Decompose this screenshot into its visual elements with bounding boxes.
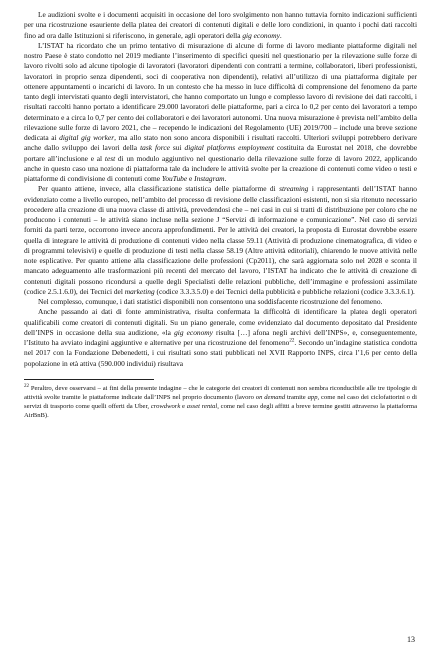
italic-term: gig economy [174,327,213,337]
text-run: , ma allo stato non sono ancora disponibili i risultati raccolti. Ulteriori sviluppi potrebbero derivare anche dallo sviluppo dei lavori della [24,133,417,153]
italic-term: Instagram [194,174,225,183]
paragraph [24,41,417,185]
text-run: , come nel caso dei ciclofattorini o di servizi di trasporto come quelli offerti da Uber, [24,393,417,410]
page-number: 13 [407,635,415,644]
text-run: e [180,402,187,410]
text-run: Per quanto attiene, invece, alla classificazione statistica delle piattaforme di [38,184,280,194]
text-run: Peraltro, deve osservarsi – ai fini della presente indagine – che le categorie dei creatori di contenuti non sembra riconducibile alle tre tipologie di attività svolte tramite le piattaforme indicate dall’INPS nel proprio documento (lavoro [24,384,417,401]
italic-term: streaming [279,184,309,194]
text-run: Le audizioni svolte e i documenti acquisiti in occasione del loro svolgimento non hanno tuttavia fornito indicazioni sufficienti per una ricostruzione esauriente della platea dei creatori di contenuti digitali e delle loro condizioni, in quanto i pochi dati raccolti fino ad ora dalle Istituzioni si riferiscono, in generale, agli operatori della [24,10,417,40]
text-run: . [224,174,227,183]
italic-term: gig economy [242,30,280,40]
italic-term: digital platforms employment [184,143,274,153]
text-run: costituita da Eurostat nel 2018, che dovrebbe portare all’inclusione e al [24,143,417,163]
paragraph [24,307,417,369]
text-run: sui [169,143,185,153]
footnote-separator [24,379,154,380]
body-text [24,10,417,369]
text-run: di un modulo aggiuntivo nel questionario della rilevazione sulle forze di lavoro 2022, applicando anche in questo caso una nozione di piattaforma tale da includere le attività svolte per la creazione di contenuti come video o testi e piattaforme di condivisione di contenuti come [24,153,417,183]
italic-term: task force [140,143,170,153]
italic-term: asset rental [186,402,218,410]
footnote-ref: 22 [289,338,295,344]
text-run: Nel complesso, comunque, i dati statistici disponibili non consentono una soddisfacente ricostruzione del fenomeno. [38,297,383,306]
italic-term: test [104,153,116,163]
text-run: . [279,30,282,40]
footnote-ref: 22 [24,383,29,389]
text-run: (codice 3.3.3.5.0) e dei Tecnici della pubblicità e pubbliche relazioni (codice 3.3.3.6.1). [154,286,415,296]
text-run: L’ISTAT ha ricordato che un primo tentativo di misurazione di alcune di forme di lavoro mediante piattaforme digitali nel nostro Paese è stato condotto nel 2019 mediante l’inserimento di specifici quesiti nel questionario per la rilevazione sulle forze di lavoro rivolti solo ad alcune tipologie di lavoratori (lavoratori dipendenti con contratti a termine, collaboratori, liberi professionisti, lavoratori in proprio senza dipendenti, soci di cooperativa non dipendenti), relativi all’utilizzo di una piattaforma digitale per ottenere appuntamenti o incarichi di lavoro. In un contesto che ha messo in luce difficoltà di comprensione del fenomeno da parte tanto degli intervistati quanto degli intervistatori, che hanno comportato un lungo e complesso lavoro di revisione dei dati raccolti, i risultati raccolti hanno portato a identificare 29.000 lavoratori delle piattaforme, pari a circa lo 0,2 per cento dei lavoratori a tempo determinato e a circa lo 0,7 per cento dei collaboratori e dei lavoratori autonomi. Una nuova misurazione è prevista nell’ambito della rilevazione sulle forze di lavoro 2021, che – recependo le indicazioni del Regolamento (UE) 2019/700 – include una breve sezione dedicata ai [24,40,417,142]
italic-term: digital gig worker [59,133,115,142]
italic-term: on demand [255,393,286,401]
italic-term: crowdwork [150,402,181,410]
text-run: Anche passando ai dati di fonte amministrativa, risulta confermata la difficoltà di identificare la platea degli operatori qualificabili come creatori di contenuti digitali. Su un piano generale, come evidenziato dal documento depositato dal Presidente dell’INPS in occasione della sua audizione, «la [24,307,417,337]
italic-term: marketing [124,286,155,296]
text-run: , come nel caso degli affitti a breve termine gestiti attraverso la piattaforma AirBnB). [24,402,417,419]
paragraph [24,10,417,41]
paragraph [24,297,417,307]
text-run: tramite [285,393,308,401]
footnote-22 [24,384,417,420]
text-run: i rappresentanti dell’ISTAT hanno evidenziato come a livello europeo, nell’ambito del processo di revisione delle classificazioni esistenti, non si sia ritenuto necessario procedere alla creazione di una nuova classe di attività, prevedendosi che – nei casi in cui si tratti di distribuzione per coloro che ne producono i contenuti – le attività siano incluse nella sezione J “Servizi di informazione e comunicazione”. Nel caso di servizi forniti da parti terze, occorrono invece ancora approfondimenti. Per le attività dei creatori, la proposta di Eurostat dovrebbe essere quella di integrare le attività di produzione di contenuti video nella classe 59.11 (Attività di produzione cinematografica, di video e di programmi televisivi) e quelle di produzione di testi nella classe 58.19 (Altre attività editoriali), chiarendo le nuove attività nelle note esplicative. Per quanto attiene alla classificazione delle professioni (Cp2011), che sarà aggiornata solo nel 2028 e sconta il mancato adeguamento alle trasformazioni più recenti del mercato del lavoro, l’ISTAT ha indicato che le attività di creazione di contenuti digitali possono ricondursi a quelle degli Specialisti delle relazioni pubbliche, dell’immagine e professioni assimilate (codice 2.5.1.6.0), dei Tecnici del [24,184,417,296]
italic-term: YouTube [161,174,188,183]
text-run: e [187,174,195,183]
text-run: . Secondo un’indagine statistica condotta nel 2017 con la Fondazione Debenedetti, i cui risultati sono stati pubblicati nel XVII Rapporto INPS, circa l’1,6 per cento della popolazione in età attiva (590.000 individui) risultava [24,338,417,368]
paragraph [24,184,417,297]
text-run: risulta […] afona negli archivi dell’INPS», e, conseguentemente, l’Istituto ha avviato indagini aggiuntive e alternative per una ricostruzione del fenomeno [24,327,417,347]
italic-term: app [307,393,318,401]
